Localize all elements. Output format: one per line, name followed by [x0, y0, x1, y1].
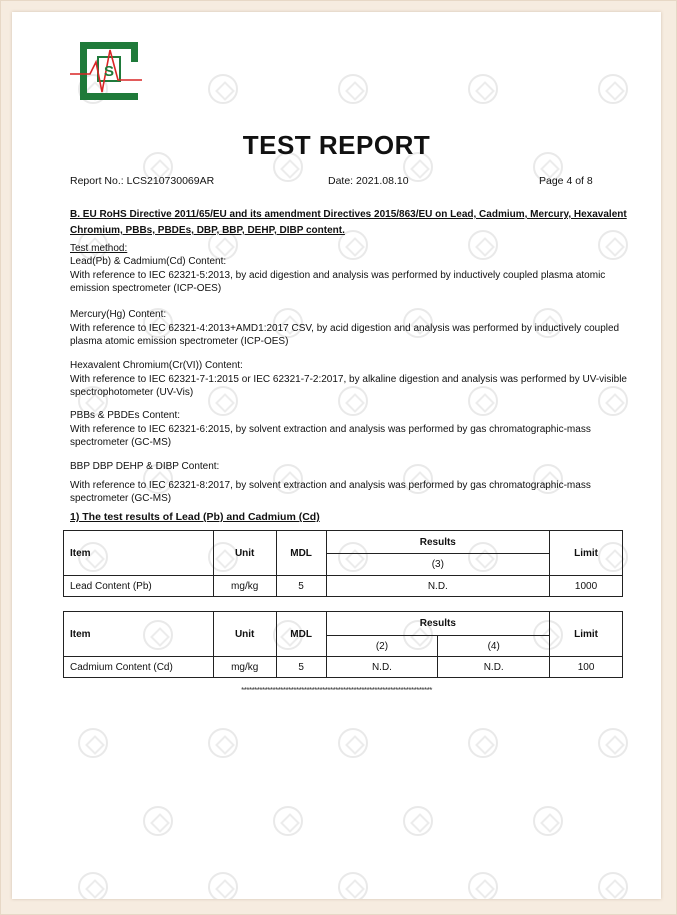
header-unit: Unit — [213, 531, 276, 576]
cell-limit: 100 — [550, 657, 623, 678]
cell-result: N.D. — [438, 657, 550, 678]
header-limit: Limit — [550, 612, 623, 657]
method-phthalates — [70, 460, 635, 506]
cell-item: Lead Content (Pb) — [64, 576, 214, 597]
end-of-table-marker: ************************************************************************* — [241, 686, 432, 695]
header-mdl: MDL — [276, 612, 326, 657]
method-description: With reference to IEC 62321-4:2013+AMD1:2017 CSV, by acid digestion and analysis was performed by inductively coupled plasma atomic emission spectrometer (ICP-OES) — [70, 322, 620, 347]
header-results: Results — [326, 612, 550, 636]
method-description: With reference to IEC 62321-7-1:2015 or IEC 62321-7-2:2017, by alkaline digestion and analysis was performed by UV-visible spectrophotometer (UV-Vis) — [70, 373, 627, 398]
header-item: Item — [64, 612, 214, 657]
subsection-title: 1) The test results of Lead (Pb) and Cadmium (Cd) — [70, 511, 320, 523]
header-limit: Limit — [550, 531, 623, 576]
sample-column: (4) — [438, 636, 550, 657]
lead-results-table — [63, 530, 623, 597]
report-date: Date: 2021.08.10 — [328, 175, 409, 187]
method-description: With reference to IEC 62321-8:2017, by solvent extraction and analysis was performed by gas chromatographic-mass spectrometer (GC-MS) — [70, 479, 591, 504]
cell-limit: 1000 — [550, 576, 623, 597]
method-lead-cadmium — [70, 255, 635, 296]
cell-mdl: 5 — [276, 657, 326, 678]
test-method-label: Test method: — [70, 243, 128, 254]
sample-column: (2) — [326, 636, 438, 657]
header-results: Results — [326, 531, 550, 554]
report-number: Report No.: LCS210730069AR — [70, 175, 215, 187]
cell-item: Cadmium Content (Cd) — [64, 657, 214, 678]
report-page — [12, 12, 661, 899]
cell-unit: mg/kg — [213, 576, 276, 597]
report-title: TEST REPORT — [242, 130, 431, 160]
header-unit: Unit — [213, 612, 276, 657]
cell-result: N.D. — [326, 657, 438, 678]
method-name: PBBs & PBDEs Content: — [70, 410, 181, 421]
table-row — [64, 657, 623, 678]
method-mercury — [70, 308, 635, 349]
method-hexavalent-chromium — [70, 359, 635, 400]
lcs-logo — [70, 40, 150, 104]
page-number: Page 4 of 8 — [539, 175, 593, 187]
method-description: With reference to IEC 62321-6:2015, by solvent extraction and analysis was performed by gas chromatographic-mass spectrometer (GC-MS) — [70, 423, 591, 448]
method-pbbs-pbdes — [70, 409, 635, 450]
method-description: With reference to IEC 62321-5:2013, by acid digestion and analysis was performed by inductively coupled plasma atomic emission spectrometer (ICP-OES) — [70, 269, 606, 294]
method-name: Lead(Pb) & Cadmium(Cd) Content: — [70, 256, 227, 267]
header-item: Item — [64, 531, 214, 576]
cell-result: N.D. — [326, 576, 550, 597]
section-title: B. EU RoHS Directive 2011/65/EU and its amendment Directives 2015/863/EU on Lead, Cadmium, Mercury, Hexavalent Chromium, PBBs, PBDEs, DBP, BBP, DEHP, DIBP content. — [70, 209, 627, 236]
cell-mdl: 5 — [276, 576, 326, 597]
header-mdl: MDL — [276, 531, 326, 576]
sample-column: (3) — [326, 554, 550, 576]
cell-unit: mg/kg — [213, 657, 276, 678]
method-name: Mercury(Hg) Content: — [70, 309, 167, 320]
cadmium-results-table — [63, 611, 623, 678]
logo-letter: S — [103, 63, 115, 80]
table-row — [64, 576, 623, 597]
method-name: BBP DBP DEHP & DIBP Content: — [70, 461, 220, 472]
method-name: Hexavalent Chromium(Cr(VI)) Content: — [70, 360, 243, 371]
